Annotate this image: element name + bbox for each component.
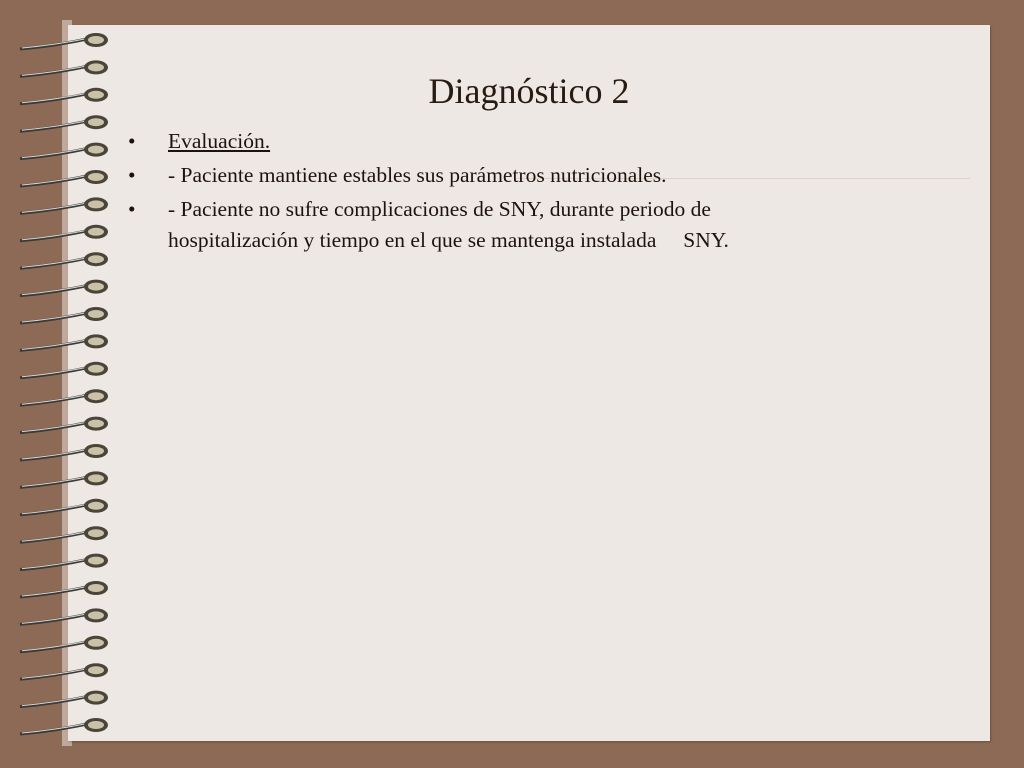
spiral-ring-icon bbox=[20, 170, 108, 186]
spiral-ring-icon bbox=[20, 444, 108, 460]
spiral-ring-icon bbox=[20, 663, 108, 679]
bullet-list bbox=[128, 126, 828, 259]
spiral-ring-icon bbox=[20, 636, 108, 652]
spiral-binding-icon bbox=[0, 0, 130, 768]
spiral-ring-icon bbox=[20, 471, 108, 487]
bullet-dot-icon: • bbox=[128, 163, 136, 187]
spiral-ring-icon bbox=[20, 115, 108, 131]
spiral-ring-icon bbox=[20, 417, 108, 433]
bullet-dot-icon: • bbox=[128, 129, 136, 153]
bullet-item-complicaciones bbox=[128, 194, 828, 256]
spiral-ring-icon bbox=[20, 307, 108, 323]
bullet-text: Evaluación. bbox=[168, 129, 271, 153]
spiral-ring-icon bbox=[20, 499, 108, 515]
spiral-ring-icon bbox=[20, 334, 108, 350]
spiral-ring-icon bbox=[20, 608, 108, 624]
spiral-ring-icon bbox=[20, 554, 108, 570]
spiral-ring-icon bbox=[20, 252, 108, 268]
slide-title: Diagnóstico 2 bbox=[428, 71, 630, 111]
spiral-ring-icon bbox=[20, 691, 108, 707]
spiral-ring-icon bbox=[20, 389, 108, 405]
spiral-ring-icon bbox=[20, 143, 108, 159]
bullet-text: - Paciente no sufre complicaciones de SNY, durante periodo de hospitalización y tiempo en el que se mantenga instalada SNY. bbox=[168, 197, 729, 252]
bullet-item-parametros bbox=[128, 160, 828, 191]
spiral-ring-icon bbox=[20, 197, 108, 213]
spiral-ring-icon bbox=[20, 33, 108, 49]
spiral-ring-icon bbox=[20, 362, 108, 378]
spiral-ring-icon bbox=[20, 280, 108, 296]
spiral-ring-icon bbox=[20, 526, 108, 542]
bullet-text: - Paciente mantiene estables sus parámetros nutricionales. bbox=[168, 163, 667, 187]
spiral-ring-icon bbox=[20, 718, 108, 734]
spiral-ring-icon bbox=[20, 225, 108, 241]
spiral-ring-icon bbox=[20, 581, 108, 597]
bullet-dot-icon: • bbox=[128, 197, 136, 221]
bullet-item-evaluacion bbox=[128, 126, 828, 157]
